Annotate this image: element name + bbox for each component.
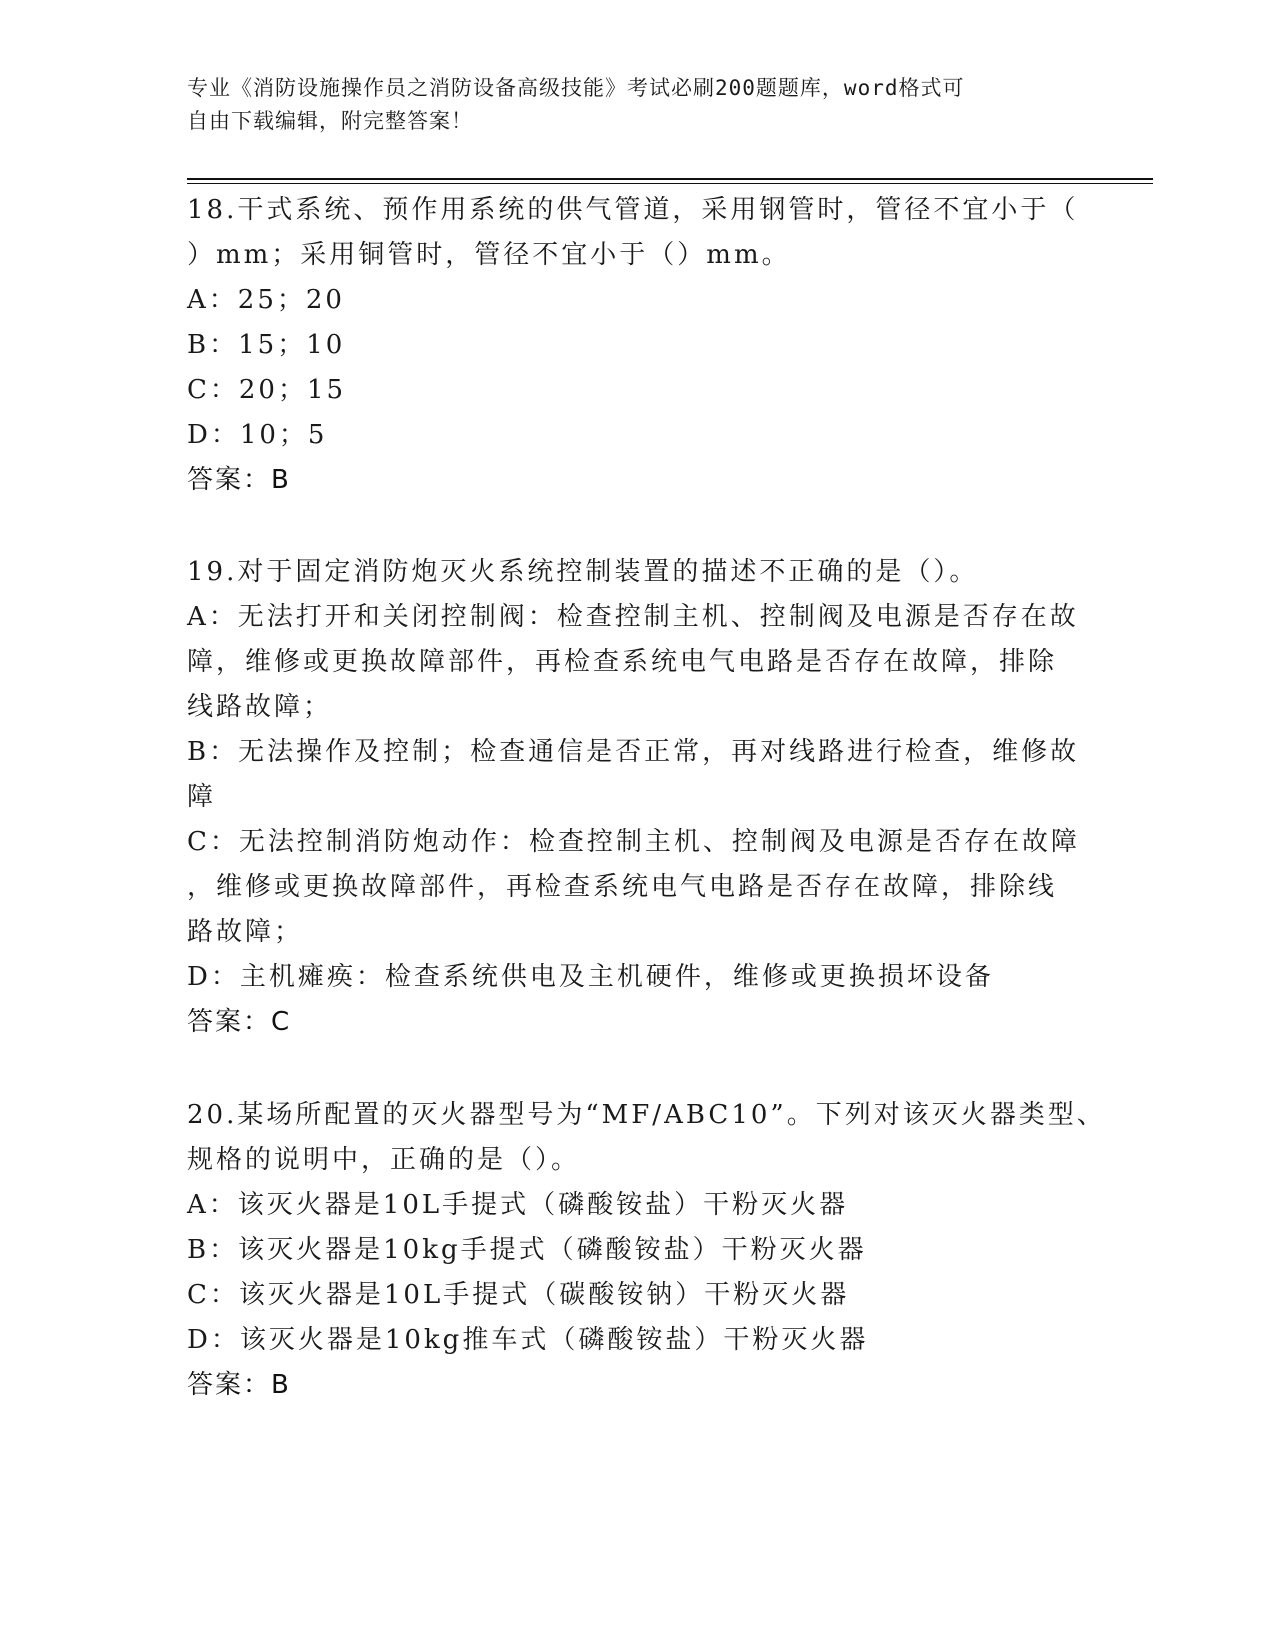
option-b: B：该灭火器是10kg手提式（磷酸铵盐）干粉灭火器 bbox=[187, 1235, 867, 1265]
question-stem-line: 规格的说明中，正确的是（）。 bbox=[187, 1145, 581, 1175]
option-b-line: 障 bbox=[187, 782, 217, 812]
option-b: B：15；10 bbox=[187, 330, 346, 360]
option-a-line: 线路故障； bbox=[187, 692, 333, 722]
answer-label: 答案：C bbox=[187, 1007, 292, 1037]
option-c-line: ，维修或更换故障部件，再检查系统电气电路是否存在故障，排除线 bbox=[187, 872, 1058, 902]
question-stem-line: ）mm；采用铜管时，管径不宜小于（）mm。 bbox=[187, 240, 791, 270]
answer-label: 答案：B bbox=[187, 1370, 291, 1400]
question-stem-line: 20.某场所配置的灭火器型号为“MF/ABC10”。下列对该灭火器类型、 bbox=[187, 1100, 1106, 1130]
option-a-line: A：无法打开和关闭控制阀：检查控制主机、控制阀及电源是否存在故 bbox=[187, 602, 1079, 632]
header-line-2: 自由下载编辑，附完整答案！ bbox=[187, 109, 473, 133]
header-divider-thick bbox=[187, 178, 1153, 180]
answer-label: 答案：B bbox=[187, 465, 291, 495]
question-20 bbox=[187, 1093, 1106, 1408]
option-d: D：该灭火器是10kg推车式（磷酸铵盐）干粉灭火器 bbox=[187, 1325, 869, 1355]
question-stem-line: 19.对于固定消防炮灭火系统控制装置的描述不正确的是（）。 bbox=[187, 557, 979, 587]
option-b-line: B：无法操作及控制；检查通信是否正常，再对线路进行检查，维修故 bbox=[187, 737, 1080, 767]
header-divider-thin bbox=[187, 183, 1153, 184]
header-line-1: 专业《消防设施操作员之消防设备高级技能》考试必刷200题题库，word格式可 bbox=[187, 76, 965, 100]
document-header bbox=[187, 72, 1067, 138]
question-stem-line: 18.干式系统、预作用系统的供气管道，采用钢管时，管径不宜小于（ bbox=[187, 195, 1079, 225]
option-c: C：20；15 bbox=[187, 375, 347, 405]
option-a: A：该灭火器是10L手提式（磷酸铵盐）干粉灭火器 bbox=[187, 1190, 849, 1220]
question-18 bbox=[187, 188, 1079, 503]
option-c-line: C：无法控制消防炮动作：检查控制主机、控制阀及电源是否存在故障 bbox=[187, 827, 1080, 857]
option-a: A：25；20 bbox=[187, 285, 345, 315]
option-d: D：10；5 bbox=[187, 420, 328, 450]
question-19 bbox=[187, 550, 1080, 1045]
option-c-line: 路故障； bbox=[187, 917, 304, 947]
option-c: C：该灭火器是10L手提式（碳酸铵钠）干粉灭火器 bbox=[187, 1280, 850, 1310]
option-d-line: D：主机瘫痪：检查系统供电及主机硬件，维修或更换损坏设备 bbox=[187, 962, 994, 992]
option-a-line: 障，维修或更换故障部件，再检查系统电气电路是否存在故障，排除 bbox=[187, 647, 1058, 677]
